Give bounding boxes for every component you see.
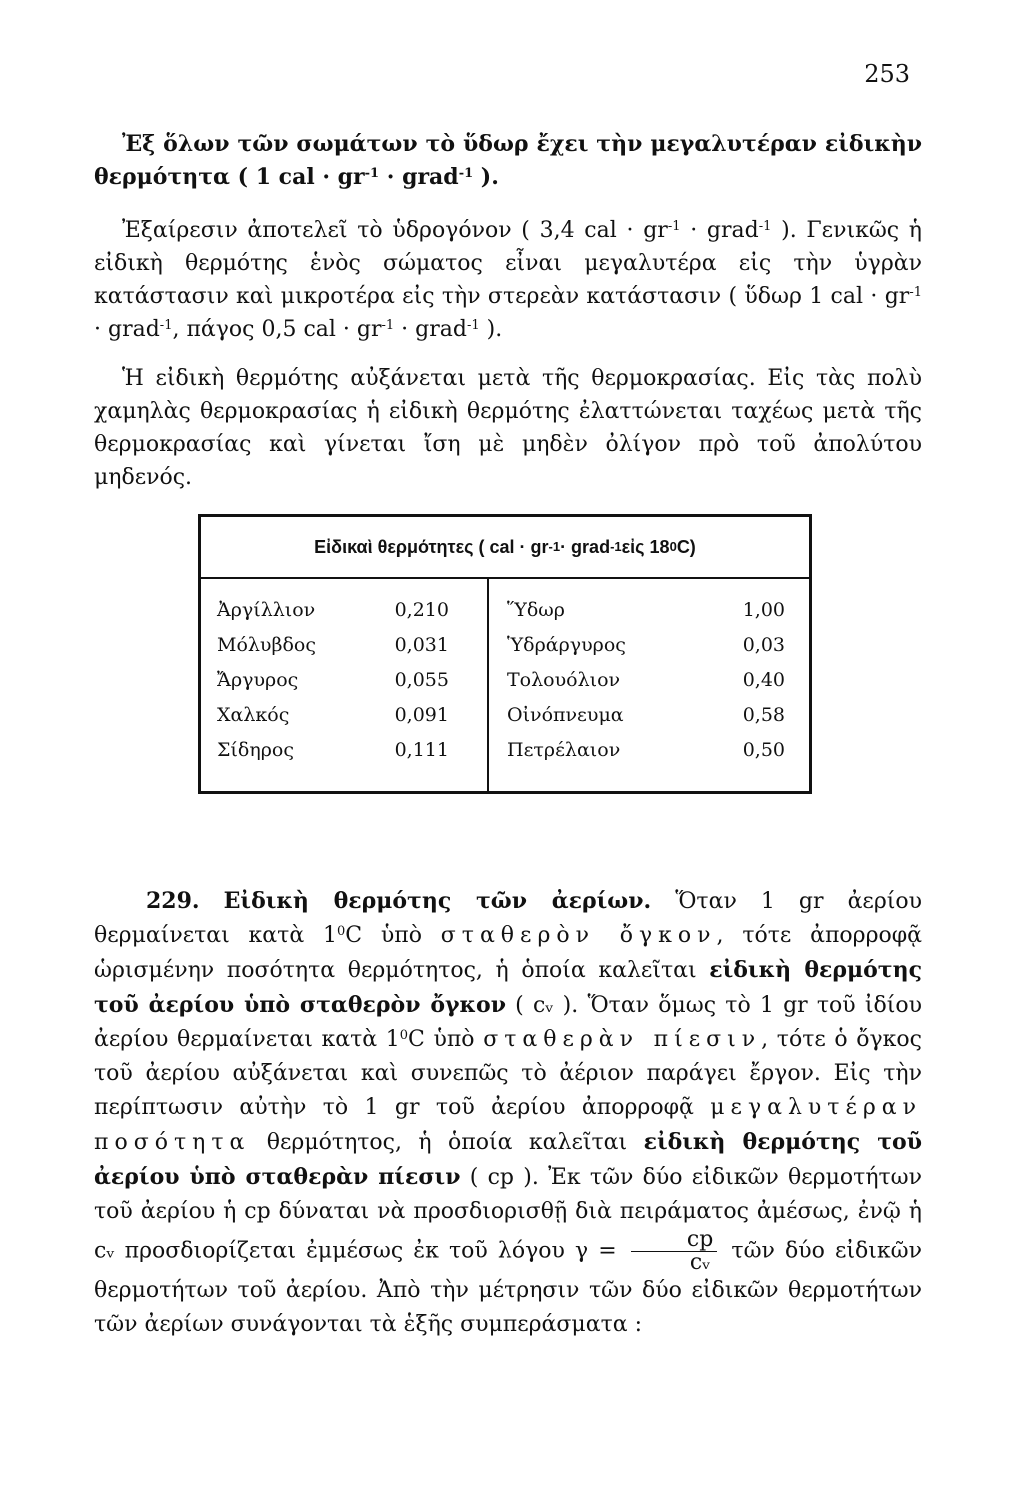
page-number: 253 bbox=[864, 60, 910, 88]
p2-text-e: , πάγος 0,5 cal · gr bbox=[172, 317, 382, 342]
s229-text-3: , τότε ἀπορροφᾷ ὡρισμένην ποσότητα θερμότητος, ἡ ὁποία καλεῖται bbox=[94, 923, 923, 983]
table-row bbox=[501, 628, 791, 663]
p2-sup-c: -1 bbox=[909, 285, 922, 300]
hydrogen-paragraph bbox=[94, 214, 922, 346]
p2-sup-d: -1 bbox=[159, 318, 173, 333]
specific-heat-value: 0,055 bbox=[394, 669, 449, 691]
table-row bbox=[501, 698, 791, 733]
specific-heat-value: 0,031 bbox=[394, 634, 449, 656]
specific-heat-value: 0,03 bbox=[742, 634, 785, 656]
intro-text-2: · grad bbox=[379, 164, 459, 190]
table-body bbox=[201, 579, 809, 793]
section-229-paragraph bbox=[94, 884, 922, 1342]
s229-text-5: C ὑπὸ bbox=[408, 1027, 484, 1052]
specific-heat-value: 1,00 bbox=[742, 599, 785, 621]
s229-spaced-1: σταθερὸν ὄγκον bbox=[440, 923, 717, 948]
table-row bbox=[501, 733, 791, 768]
s229-bold-term-1: εἰδικὴ θερμότης τοῦ ἀερίου ὑπὸ σταθερὸν ὄγκον bbox=[94, 957, 922, 1018]
s229-text-1: Ὅταν 1 gr ἀερίου θερμαίνεται κατὰ 1 bbox=[94, 889, 923, 948]
p2-text-c: ). Γενικῶς ἡ εἰδικὴ θερμότης ἑνὸς σώματος εἶναι μεγαλυτέρα εἰς τὴν ὑγρὰν κατάστασιν καὶ μικροτέρα εἰς τὴν στερεὰν κατάστασιν ( ὕδωρ 1 cal · gr bbox=[94, 218, 922, 309]
substance-name: Ἀργίλλιον bbox=[217, 599, 316, 621]
table-row bbox=[211, 698, 477, 733]
intro-paragraph bbox=[94, 128, 922, 194]
substance-name: Σίδηρος bbox=[217, 739, 294, 761]
s229-text-4: ( cᵥ ). Ὅταν ὅμως τὸ 1 gr τοῦ ἰδίου ἀερίου θερμαίνεται κατὰ 1 bbox=[94, 993, 922, 1052]
intro-sup-2: -1 bbox=[458, 166, 474, 181]
table-row bbox=[211, 663, 477, 698]
substance-name: Οἰνόπνευμα bbox=[507, 704, 624, 726]
temperature-paragraph: Ἡ εἰδικὴ θερμότης αὐξάνεται μετὰ τῆς θερμοκρασίας. Εἰς τὰς πολὺ χαμηλὰς θερμοκρασίας ἡ εἰδικὴ θερμότης ἐλαττώνεται ταχέως μετὰ τῆς θερμοκρασίας καὶ γίνεται ἴση μὲ μηδὲν ὀλίγον πρὸ τοῦ ἀπολύτου μηδενός. bbox=[94, 366, 922, 490]
table-row bbox=[501, 663, 791, 698]
s229-bold-term-2: εἰδικὴ θερμότης τοῦ ἀερίου ὑπὸ σταθερὰν πίεσιν bbox=[94, 1129, 922, 1190]
s229-text-8: ( cp ). Ἐκ τῶν δύο εἰδικῶν θερμοτήτων τοῦ ἀερίου ἡ cp δύναται νὰ προσδιορισθῇ διὰ πειράματος ἀμέσως, ἐνῷ ἡ cᵥ προσδιορίζεται ἐμμέσως ἐκ τοῦ λόγου γ = bbox=[94, 1165, 922, 1264]
table-title-c: εἰς 18 bbox=[621, 536, 670, 557]
table-title-d: C) bbox=[676, 536, 696, 557]
s229-degree-1: 0 bbox=[336, 924, 346, 939]
s229-spaced-3: μεγαλυτέραν ποσότητα bbox=[94, 1095, 922, 1155]
s229-text-7: θερμότητος, ἡ ὁποία καλεῖται bbox=[250, 1130, 644, 1155]
table-row bbox=[211, 593, 477, 628]
s229-degree-2: 0 bbox=[399, 1028, 409, 1043]
specific-heat-value: 0,091 bbox=[394, 704, 449, 726]
section-number: 229. bbox=[146, 888, 200, 914]
table-row bbox=[211, 628, 477, 663]
substance-name: Μόλυβδος bbox=[217, 634, 316, 656]
intro-sup-1: -1 bbox=[364, 166, 380, 181]
p2-sup-f: -1 bbox=[466, 318, 480, 333]
s229-text-2: C ὑπὸ bbox=[345, 923, 441, 948]
table-row bbox=[501, 593, 791, 628]
substance-name: Τολουόλιον bbox=[507, 669, 621, 691]
specific-heat-value: 0,50 bbox=[742, 739, 785, 761]
intro-text-3: ). bbox=[473, 164, 499, 190]
substance-name: Ὑδράργυρος bbox=[507, 634, 626, 656]
s229-text-6: , τότε ὁ ὄγκος τοῦ ἀερίου αὐξάνεται καὶ συνεπῶς τὸ ἀέριον παράγει ἔργον. Εἰς τὴν περίπτωσιν αὐτὴν τὸ 1 gr τοῦ ἀερίου ἀπορροφᾷ bbox=[94, 1027, 922, 1120]
liquids-column bbox=[501, 593, 791, 768]
fraction-numerator: cp bbox=[631, 1229, 717, 1252]
substance-name: Πετρέλαιον bbox=[507, 739, 621, 761]
p2-text-g: ). bbox=[479, 317, 503, 342]
intro-text-1: Ἐξ ὅλων τῶν σωμάτων τὸ ὕδωρ ἔχει τὴν μεγαλυτέραν εἰδικὴν θερμότητα ( 1 cal · gr bbox=[94, 131, 922, 190]
specific-heat-value: 0,40 bbox=[742, 669, 785, 691]
specific-heat-table bbox=[198, 514, 812, 794]
specific-heat-value: 0,111 bbox=[394, 739, 449, 761]
specific-heat-value: 0,58 bbox=[742, 704, 785, 726]
table-title-a: Εἰδικαὶ θερμότητες ( cal · gr bbox=[314, 536, 549, 557]
p2-sup-e: -1 bbox=[381, 318, 395, 333]
s229-text-9: τῶν δύο εἰδικῶν θερμοτήτων τοῦ ἀερίου. Ἀπὸ τὴν μέτρησιν τῶν δύο εἰδικῶν θερμοτήτων τῶν ἀερίων συνάγονται τὰ ἑξῆς συμπεράσματα : bbox=[94, 1238, 922, 1337]
fraction-denominator: cᵥ bbox=[689, 1250, 711, 1275]
metals-column bbox=[211, 593, 477, 768]
table-title: Εἰδικαὶ θερμότητες ( cal · gr -1 · grad -1 εἰς 18 0 C) bbox=[201, 517, 809, 579]
table-row bbox=[211, 733, 477, 768]
substance-name: Ἄργυρος bbox=[217, 669, 299, 691]
gamma-fraction bbox=[631, 1229, 717, 1274]
p2-text-a: Ἐξαίρεσιν ἀποτελεῖ τὸ ὑδρογόνον ( 3,4 cal · gr bbox=[122, 218, 668, 243]
specific-heat-value: 0,210 bbox=[394, 599, 449, 621]
substance-name: Ὕδωρ bbox=[507, 599, 565, 621]
p2-sup-b: -1 bbox=[758, 219, 772, 234]
table-column-divider bbox=[487, 579, 489, 793]
substance-name: Χαλκός bbox=[217, 704, 290, 726]
p2-sup-a: -1 bbox=[667, 219, 681, 234]
p2-text-f: · grad bbox=[394, 317, 467, 342]
p2-text-b: · grad bbox=[680, 218, 759, 243]
section-heading: Εἰδικὴ θερμότης τῶν ἀερίων. bbox=[223, 888, 652, 914]
s229-spaced-2: σταθερὰν πίεσιν bbox=[483, 1027, 762, 1052]
p2-text-d: · grad bbox=[94, 317, 160, 342]
table-title-b: · grad bbox=[560, 536, 611, 557]
